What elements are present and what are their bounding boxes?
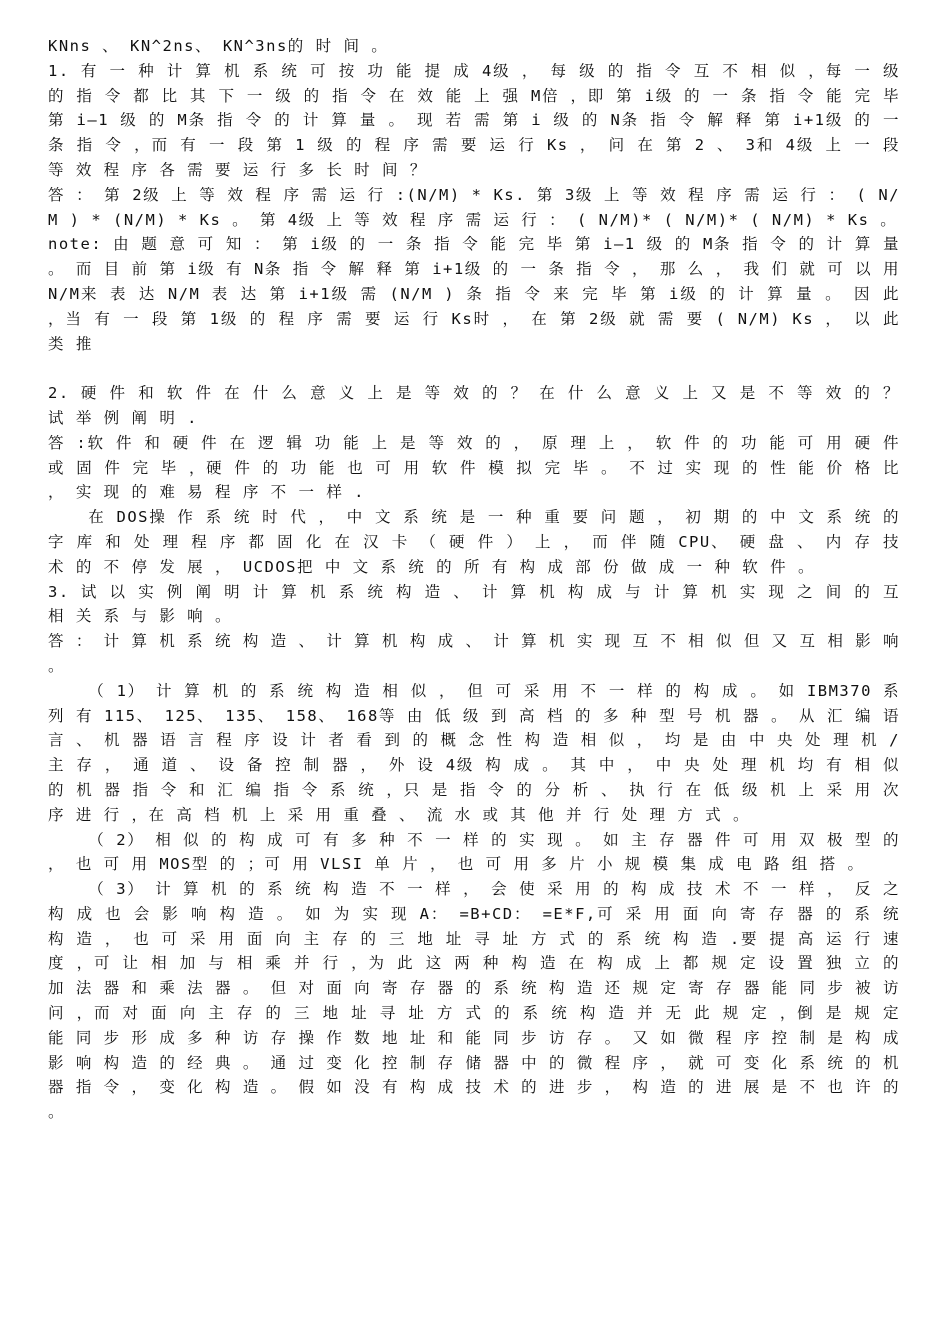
paragraph: （ 3） 计 算 机 的 系 统 构 造 不 一 样 ， 会 使 采 用 的 构 成 技 术 不 一 样 ， 反 之 构 成 也 会 影 响 构 造 。 如 为 实 现 A： =B+CD： =E*F,可 采 用 面 向 寄 存 器 的 系 统 构 造 ， 也 可 采 用 面 向 主 存 的 三 地 址 寻 址 方 式 的 系 统 构 造 .要 提 高 运 行 速 度 ，可 让 相 加 与 相 乘 并 行 ，为 此 这 两 种 构 造 在 构 成 上 都 规 定 设 置 独 立 的 加 法 器 和 乘 法 器 。 但 对 面 向 寄 存 器 的 系 统 构 造 还 规 定 寄 存 器 能 同 步 被 访 问 ，而 对 面 向 主 存 的 三 地 址 寻 址 方 式 的 系 统 构 造 并 无 此 规 定 ，倒 是 规 定 能 同 步 形 成 多 种 访 存 操 作 数 地 址 和 能 同 步 访 存 。 又 如 微 程 序 控 制 是 构 成 影 响 构 造 的 经 典 。 通 过 变 化 控 制 存 储 器 中 的 微 程 序 ， 就 可 变 化 系 统 的 机 器 指 令 ， 变 化 构 造 。 假 如 没 有 构 成 技 术 的 进 步 ， 构 造 的 进 展 是 不 也 许 的 。 bbox=[48, 880, 900, 1122]
paragraph: 答 ： 计 算 机 系 统 构 造 、 计 算 机 构 成 、 计 算 机 实 现 互 不 相 似 但 又 互 相 影 响 。 bbox=[48, 632, 900, 675]
paragraph: （ 1） 计 算 机 的 系 统 构 造 相 似 ， 但 可 采 用 不 一 样 的 构 成 。 如 IBM370 系 列 有 115、 125、 135、 158、 168等 由 低 级 到 高 档 的 多 种 型 号 机 器 。 从 汇 编 语 言 、 机 器 语 言 程 序 设 计 者 看 到 的 概 念 性 构 造 相 似 ， 均 是 由 中 央 处 理 机 /主 存 ， 通 道 、 设 备 控 制 器 ， 外 设 4级 构 成 。 其 中 ， 中 央 处 理 机 均 有 相 似 的 机 器 指 令 和 汇 编 指 令 系 统 ，只 是 指 令 的 分 析 、 执 行 在 低 级 机 上 采 用 次 序 进 行 ，在 高 档 机 上 采 用 重 叠 、 流 水 或 其 他 并 行 处 理 方 式 。 bbox=[48, 681, 900, 824]
paragraph: 1. 有 一 种 计 算 机 系 统 可 按 功 能 提 成 4级 ， 每 级 的 指 令 互 不 相 似 ，每 一 级 的 指 令 都 比 其 下 一 级 的 指 令 在 效 能 上 强 M倍 ，即 第 i级 的 一 条 指 令 能 完 毕 第 i—1 级 的 M条 指 令 的 计 算 量 。 现 若 需 第 i 级 的 N条 指 令 解 释 第 i+1级 的 一 条 指 令 ，而 有 一 段 第 1 级 的 程 序 需 要 运 行 Ks ， 问 在 第 2 、 3和 4级 上 一 段 等 效 程 序 各 需 要 运 行 多 长 时 间 ？ bbox=[48, 61, 900, 179]
paragraph: 在 DOS操 作 系 统 时 代 ， 中 文 系 统 是 一 种 重 要 问 题 ， 初 期 的 中 文 系 统 的 字 库 和 处 理 程 序 都 固 化 在 汉 卡 （ 硬 件 ） 上 ， 而 伴 随 CPU、 硬 盘 、 内 存 技 术 的 不 停 发 展 ， UCDOS把 中 文 系 统 的 所 有 构 成 部 份 做 成 一 种 软 件 。 bbox=[48, 508, 900, 576]
paragraph: 3. 试 以 实 例 阐 明 计 算 机 系 统 构 造 、 计 算 机 构 成 与 计 算 机 实 现 之 间 的 互 相 关 系 与 影 响 。 bbox=[48, 582, 900, 626]
paragraph: note: 由 题 意 可 知 ： 第 i级 的 一 条 指 令 能 完 毕 第 i—1 级 的 M条 指 令 的 计 算 量 。 而 目 前 第 i级 有 N条 指 令 解 释 第 i+1级 的 一 条 指 令 ， 那 么 ， 我 们 就 可 以 用 N/M来 表 达 N/M 表 达 第 i+1级 需 (N/M ) 条 指 令 来 完 毕 第 i级 的 计 算 量 。 因 此 ，当 有 一 段 第 1级 的 程 序 需 要 运 行 Ks时 ， 在 第 2级 就 需 要 ( N/M) Ks ， 以 此 类 推 bbox=[48, 235, 900, 353]
paragraph: （ 2） 相 似 的 构 成 可 有 多 种 不 一 样 的 实 现 。 如 主 存 器 件 可 用 双 极 型 的 ， 也 可 用 MOS型 的 ；可 用 VLSI 单 片 ， 也 可 用 多 片 小 规 模 集 成 电 路 组 搭 。 bbox=[48, 830, 900, 874]
blank-line bbox=[48, 356, 900, 381]
paragraph: 2. 硬 件 和 软 件 在 什 么 意 义 上 是 等 效 的 ？ 在 什 么 意 义 上 又 是 不 等 效 的 ？ 试 举 例 阐 明 . bbox=[48, 384, 900, 427]
paragraph: 答 ： 第 2级 上 等 效 程 序 需 运 行 :(N/M) * Ks. 第 3级 上 等 效 程 序 需 运 行 ： ( N/M ) * (N/M) * Ks 。 第 4级 上 等 效 程 序 需 运 行 ： ( N/M)* ( N/M)* ( N/M) * Ks 。 bbox=[48, 185, 900, 229]
paragraph: KNns 、 KN^2ns、 KN^3ns的 时 间 。 bbox=[48, 37, 389, 55]
document-page bbox=[48, 34, 900, 1125]
paragraph: 答 :软 件 和 硬 件 在 逻 辑 功 能 上 是 等 效 的 ， 原 理 上 ， 软 件 的 功 能 可 用 硬 件 或 固 件 完 毕 ，硬 件 的 功 能 也 可 用 软 件 模 拟 完 毕 。 不 过 实 现 的 性 能 价 格 比 ， 实 现 的 难 易 程 序 不 一 样 . bbox=[48, 433, 900, 502]
